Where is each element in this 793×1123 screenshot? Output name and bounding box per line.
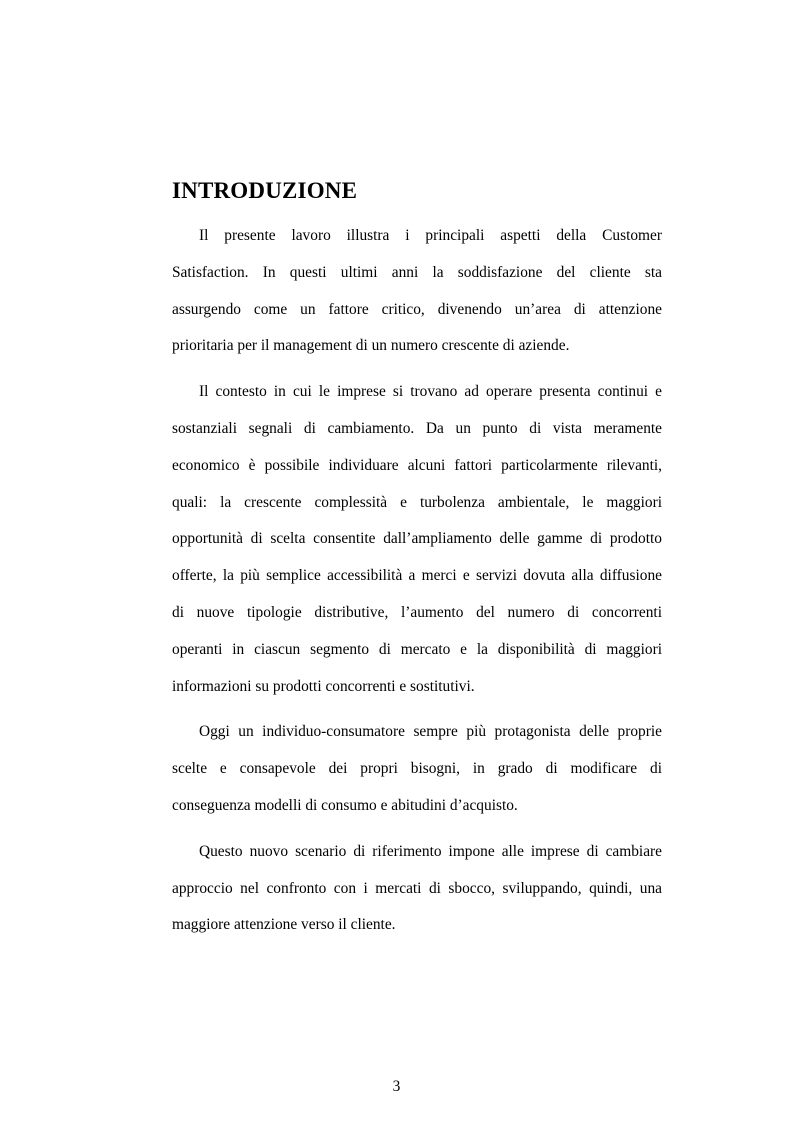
text-line: approccio nel confronto con i mercati di sbocco, sviluppando, quindi, una	[172, 879, 662, 897]
text-line: operanti in ciascun segmento di mercato e la disponibilità di maggiori	[172, 640, 662, 658]
text-line: quali: la crescente complessità e turbolenza ambientale, le maggiori	[172, 493, 662, 511]
text-line: economico è possibile individuare alcuni fattori particolarmente rilevanti,	[172, 456, 662, 474]
text-line: assurgendo come un fattore critico, divenendo un’area di attenzione	[172, 300, 662, 318]
text-line: Il presente lavoro illustra i principali aspetti della Customer	[199, 227, 662, 244]
page-title: INTRODUZIONE	[172, 178, 358, 203]
text-line: sostanziali segnali di cambiamento. Da un punto di vista meramente	[172, 419, 662, 437]
text-line: Satisfaction. In questi ultimi anni la soddisfazione del cliente sta	[172, 263, 662, 281]
text-line: offerte, la più semplice accessibilità a merci e servizi dovuta alla diffusione	[172, 567, 662, 585]
paragraph-1	[172, 218, 662, 365]
text-line: conseguenza modelli di consumo e abitudini d’acquisto.	[172, 796, 518, 814]
body-text	[172, 218, 662, 944]
text-line: Questo nuovo scenario di riferimento impone alle imprese di cambiare	[199, 842, 662, 860]
text-line: di nuove tipologie distributive, l’aumento del numero di concorrenti	[172, 603, 662, 621]
text-line: maggiore attenzione verso il cliente.	[172, 916, 396, 934]
text-line: prioritaria per il management di un numero crescente di aziende.	[172, 337, 570, 355]
page-number: 3	[392, 1078, 401, 1095]
text-line: Oggi un individuo-consumatore sempre più protagonista delle proprie	[199, 723, 662, 741]
paragraph-4	[172, 834, 662, 944]
paragraph-3	[172, 714, 662, 824]
text-line: opportunità di scelta consentite dall’ampliamento delle gamme di prodotto	[172, 530, 662, 548]
paragraph-2	[172, 374, 662, 705]
text-line: informazioni su prodotti concorrenti e sostitutivi.	[172, 677, 475, 695]
text-line: Il contesto in cui le imprese si trovano ad operare presenta continui e	[199, 383, 662, 401]
text-line: scelte e consapevole dei propri bisogni, in grado di modificare di	[172, 760, 662, 778]
